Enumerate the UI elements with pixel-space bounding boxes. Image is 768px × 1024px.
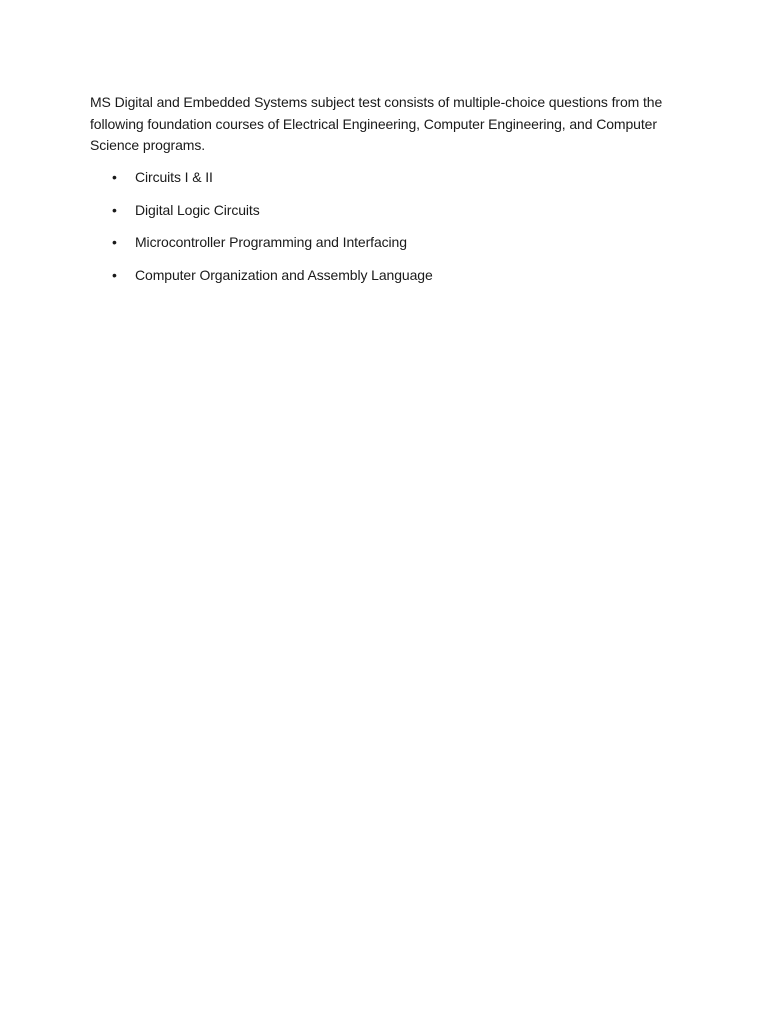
bullet-icon: • xyxy=(112,201,117,218)
course-label: Circuits I & II xyxy=(135,169,213,186)
bullet-icon: • xyxy=(112,234,117,251)
list-item xyxy=(90,265,690,286)
course-list xyxy=(90,167,690,286)
course-label: Computer Organization and Assembly Language xyxy=(135,266,433,283)
course-label: Digital Logic Circuits xyxy=(135,201,260,218)
bullet-icon: • xyxy=(112,266,117,283)
course-label: Microcontroller Programming and Interfacing xyxy=(135,234,407,251)
list-item xyxy=(90,200,690,221)
intro-paragraph: MS Digital and Embedded Systems subject test consists of multiple-choice questions from the following foundation courses of Electrical Engineering, Computer Engineering, and Computer Science programs. xyxy=(90,94,663,154)
document-body xyxy=(90,92,690,297)
bullet-icon: • xyxy=(112,169,117,186)
list-item xyxy=(90,167,690,188)
list-item xyxy=(90,232,690,253)
